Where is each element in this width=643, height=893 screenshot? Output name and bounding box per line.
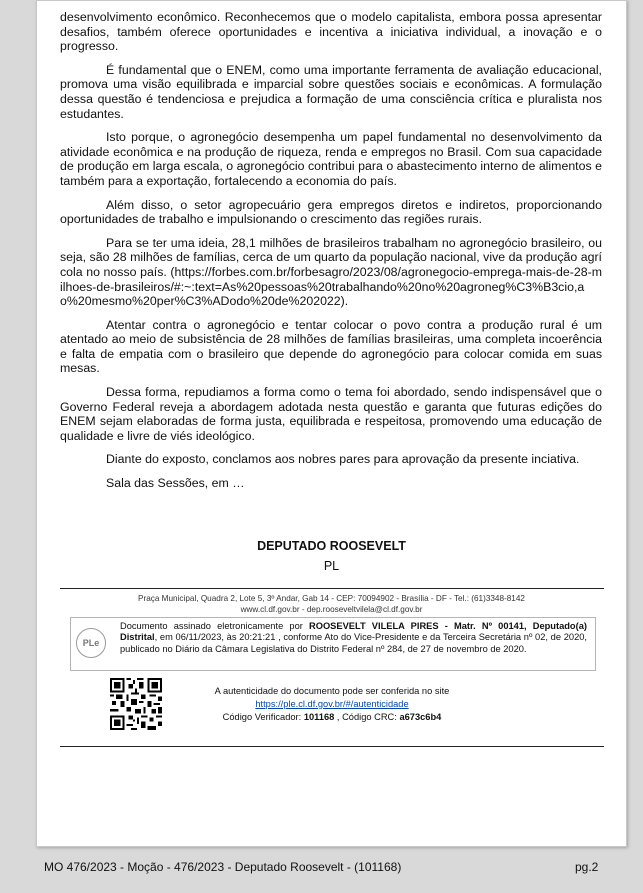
qr-code-icon (110, 678, 162, 730)
signature-suffix: , em 06/11/2023, às 20:21:21 , conforme Ato do Vice-Presidente e da Terceira Secretária nº 02, de 2020, publicado no Diário da Câmara Legislativa do Distrito Federal nº 284, de 27 de novembro de 2020. (120, 632, 587, 654)
paragraph-2: É fundamental que o ENEM, como uma importante ferramenta de avaliação educacional, promova uma visão equilibrada e imparcial sobre questões sociais e econômicas. A formulação dessa questão é tendenciosa e prejudica a formação de uma consciência crítica e pluralista nos estudantes. (60, 62, 602, 121)
signer-name: DEPUTADO ROOSEVELT (257, 539, 406, 553)
verifier-label: Código Verificador: (222, 712, 304, 722)
paragraph-3: Isto porque, o agronegócio desempenha um papel fundamental no desenvolvimento da atividade econômica e na produção de riqueza, renda e empregos no Brasil. Com sua capacidade de produção em larga escala, o agronegócio contribui para o abastecimento interno de alimentos e também para a exportação, fortalecendo a economia do país. (60, 130, 602, 188)
crc-label: , Código CRC: (334, 712, 400, 722)
signature-text (120, 621, 587, 655)
signature-signer: ROOSEVELT VILELA PIRES - Matr. Nº 00141, Deputado(a) Distrital (120, 621, 587, 643)
address-line-2: www.cl.df.gov.br - dep.rooseveltvilela@cl.df.gov.br (240, 605, 423, 614)
signature-prefix: Documento assinado eletronicamente por (120, 621, 309, 631)
address-line-1: Praça Municipal, Quadra 2, Lote 5, 3º Andar, Gab 14 - CEP: 70094902 - Brasília - DF - Tel.: (61)3348-8142 (138, 594, 525, 603)
verifier-code: 101168 (303, 712, 335, 722)
paragraph-4: Além disso, o setor agropecuário gera empregos diretos e indiretos, proporcionando oportunidades de trabalho e impulsionando o crescimento das regiões rurais. (60, 197, 602, 227)
paragraph-6: Atentar contra o agronegócio e tentar colocar o povo contra a produção rural é um atentado ao meio de subsistência de 28 milhões de famílias brasileiras, uma completa incoerência e falta de empatia com o brasileiro que depende do agronegócio para colocar comida em suas mesas. (60, 317, 602, 376)
ple-logo-icon: PLe (76, 628, 106, 658)
divider-bottom (60, 746, 604, 747)
authenticity-block (167, 685, 497, 724)
paragraph-5: Para se ter uma ideia, 28,1 milhões de brasileiros trabalham no agronegócio brasileiro, ou seja, são 28 milhões de famílias, cerca de um quarto da população nacional, vive da produção agrícola no nosso país. (https://forbes.com.br/forbesagro/2023/08/agronegocio-emprega-mais-de-28-milhoes-de-brasileiros/#:~:text=As%20pessoas%20trabalhando%20no%20agroneg%C3%B3cio,ao%20mesmo%20per%C3%ADodo%20de%202022). (60, 235, 602, 309)
paragraph-7: Dessa forma, repudiamos a forma como o tema foi abordado, sendo indispensável que o Governo Federal reveja a abordagem adotada nesta questão e garanta que futuras edições do ENEM sejam elaboradas de forma justa, equilibrada e respeitosa, promovendo uma educação de qualidade e livre de viés ideológico. (60, 385, 602, 443)
authenticity-text: A autenticidade do documento pode ser conferida no site (214, 686, 450, 696)
paragraph-8: Diante do exposto, conclamos aos nobres pares para aprovação da presente inciativa. (106, 452, 580, 467)
document-body (60, 10, 602, 500)
footer-page-number: pg.2 (575, 860, 599, 874)
paragraph-9: Sala das Sessões, em … (106, 476, 245, 491)
footer-document-id: MO 476/2023 - Moção - 476/2023 - Deputado Roosevelt - (101168) (44, 860, 402, 874)
signer-party: PL (323, 559, 340, 573)
address-block (37, 593, 626, 615)
paragraph-1: desenvolvimento econômico. Reconhecemos que o modelo capitalista, embora possa apresentar desafios, também oferece oportunidades e incentiva a iniciativa individual, a inovação e o progresso. (60, 10, 602, 54)
divider-top (60, 588, 604, 589)
authenticity-link[interactable]: https://ple.cl.df.gov.br/#/autenticidade (255, 699, 409, 709)
document-page (36, 0, 627, 847)
crc-code: a673c6b4 (399, 712, 442, 722)
signature-box (70, 617, 596, 671)
verifier-line (167, 711, 497, 724)
